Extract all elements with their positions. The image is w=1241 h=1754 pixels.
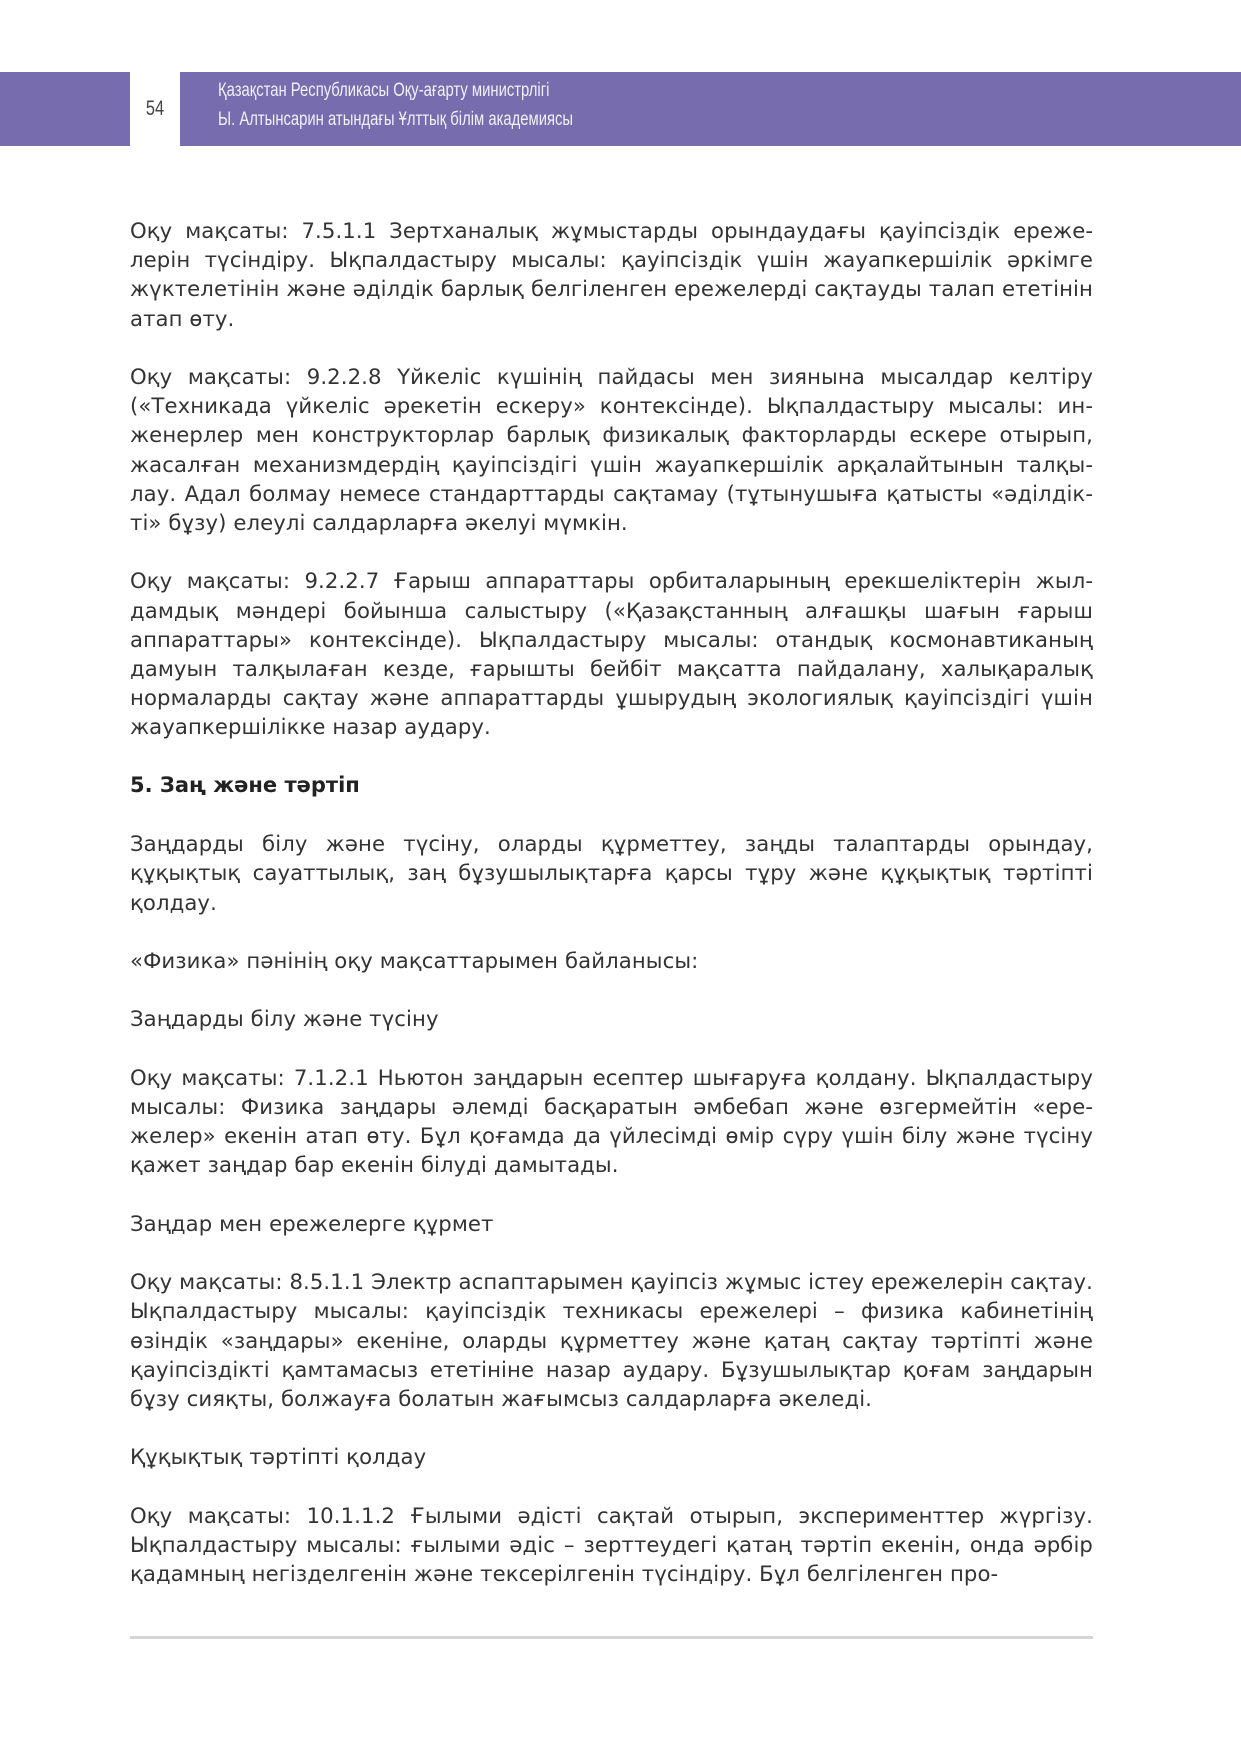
subheading-legal-order: Құқықтық тәртіпті қолдау bbox=[130, 1444, 427, 1470]
subheading-respect-for-laws: Заңдар мен ережелерге құрмет bbox=[130, 1210, 494, 1236]
header-academy-title: Ы. Алтынсарин атындағы Ұлттық білім академиясы bbox=[218, 109, 574, 130]
paragraph-section-intro: Заңдарды білу және түсіну, оларды құрметтеу, заңды талаптарды орындау, құқықтық сауаттылық, заң бұзушылықтарға қарсы тұру және құқықтық тәртіпті қолдау. bbox=[130, 831, 1093, 915]
paragraph-learning-goal-8-5-1-1: Оқу мақсаты: 8.5.1.1 Электр аспаптарымен қауіпсіз жұмыс істеу ережелерін сақтау. Ықпалдастыру мысалы: қауіпсіздік техникасы ережелері – физика кабинетінің өзіндік «заңдары» екеніне, оларды құрметтеу және қатаң сақтау тәртіпті және қауіпсіздікті қамтамасыз ететініне назар аудару. Бұзушылықтар қоғам заңдарын бұзу сияқты, болжауға болатын жағымсыз салдарларға әкеледі. bbox=[130, 1269, 1093, 1411]
paragraph-learning-goal-7-1-2-1: Оқу мақсаты: 7.1.2.1 Ньютон заңдарын есептер шығаруға қолдану. Ықпалдастыру мысалы: Физика заңдары әлемді басқаратын әмбебап және өзгермейтін «ережелер» екенін атап өту. Бұл қоғамда да үйлесімді өмір сүру үшін білу және түсіну қажет заңдар бар екенін білуді дамытады. bbox=[130, 1064, 1093, 1178]
page-number: 54 bbox=[145, 97, 165, 120]
subheading-knowledge-of-laws: Заңдарды білу және түсіну bbox=[130, 1006, 439, 1032]
header-ministry-title: Қазақстан Республикасы Оқу-ағарту министрлігі bbox=[218, 80, 550, 101]
paragraph-learning-goal-7-5-1-1: Оқу мақсаты: 7.5.1.1 Зертханалық жұмыстарды орындаудағы қауіпсіздік ережелерін түсіндіру. Ықпалдастыру мысалы: қауіпсіздік үшін жауапкершілік әркімге жүктелетінін және әділдік барлық белгіленген ережелерді сақтауды талап ететінін атап өту. bbox=[130, 218, 1093, 331]
footer-divider bbox=[130, 1636, 1093, 1639]
section-heading: 5. Заң және тәртіп bbox=[130, 772, 360, 797]
paragraph-learning-goal-10-1-1-2: Оқу мақсаты: 10.1.1.2 Ғылыми әдісті сақтай отырып, эксперименттер жүргізу. Ықпалдастыру мысалы: ғылыми әдіс – зерттеудегі қатаң тәртіп екенін, онда әрбір қадамның негізделгенін және тексерілгенін түсіндіру. Бұл белгіленген про- bbox=[130, 1502, 1093, 1587]
paragraph-learning-goal-9-2-2-7: Оқу мақсаты: 9.2.2.7 Ғарыш аппараттары орбиталарының ерекшеліктерін жылдамдық мәндері бойынша салыстыру («Қазақстанның алғашқы шағын ғарыш аппараттары» контексінде). Ықпалдастыру мысалы: отандық космонавтиканың дамуын талқылаған кезде, ғарышты бейбіт мақсатта пайдалану, халықаралық нормаларды сақтау және аппараттарды ұшырудың экологиялық қауіпсіздігі үшін жауапкершілікке назар аудару. bbox=[130, 568, 1093, 740]
page-header bbox=[0, 72, 1241, 146]
page-body bbox=[130, 216, 1093, 1618]
header-accent-block bbox=[0, 72, 130, 146]
paragraph-physics-link: «Физика» пәнінің оқу мақсаттарымен байланысы: bbox=[130, 948, 699, 973]
header-bar bbox=[180, 72, 1241, 146]
paragraph-learning-goal-9-2-2-8: Оқу мақсаты: 9.2.2.8 Үйкеліс күшінің пайдасы мен зиянына мысалдар келтіру («Техникада үйкеліс әрекетін ескеру» контексінде). Ықпалдастыру мысалы: инженерлер мен конструкторлар барлық физикалық факторларды ескере отырып, жасалған механизмдердің қауіпсіздігі үшін жауапкершілік арқалайтынын талқылау. Адал болмау немесе стандарттарды сақтамау (тұтынушыға қатысты «әділдікті» бұзу) елеулі салдарларға әкелуі мүмкін. bbox=[130, 364, 1093, 536]
